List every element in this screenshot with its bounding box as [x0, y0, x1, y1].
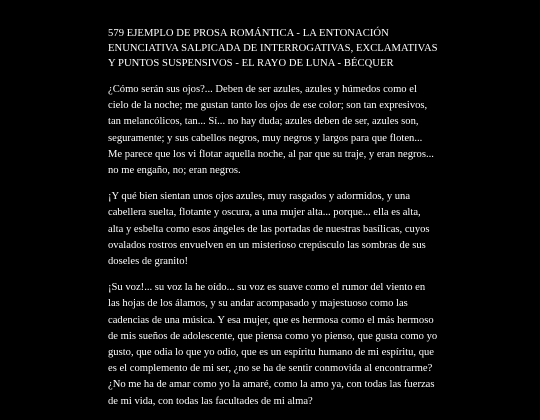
paragraph-2: ¡Y qué bien sientan unos ojos azules, muy rasgados y adormidos, y una cabellera suelta, flotante y oscura, a una mujer alta... porque... ella es alta, alta y esbelta como esos ángeles de las portadas de nuestras basílicas, cuyos ovalados rostros envuelven en un misterioso crepúsculo las sombras de sus doseles de granito! [108, 191, 430, 268]
document-page [108, 26, 438, 420]
paragraph-3: ¡Su voz!... su voz la he oído... su voz es suave como el rumor del viento en las hojas de los álamos, y su andar acompasado y majestuoso como las cadencias de una música. Y esa mujer, que es hermosa como el más hermoso de mis sueños de adolescente, que piensa como yo pienso, que gusta como yo gusto, que odia lo que yo odio, que es un espíritu humano de mi espíritu, que es el complemento de mi ser, ¿no se ha de sentir conmovida al encontrarme? ¿No me ha de amar como yo la amaré, como la amo ya, con todas las fuerzas de mi vida, con todas las facultades de mi alma? [108, 282, 438, 407]
paragraph-1: ¿Cómo serán sus ojos?... Deben de ser azules, azules y húmedos como el cielo de la noche; me gustan tanto los ojos de ese color; son tan expresivos, tan melancólicos, tan... Sí... no hay duda; azules deben de ser, azules son, seguramente; y sus cabellos negros, muy negros y largos para que floten... Me parece que los vi flotar aquella noche, al par que su traje, y eran negros... no me engaño, no; eran negros. [108, 84, 434, 177]
document-title: 579 EJEMPLO DE PROSA ROMÁNTICA - LA ENTONACIÓN ENUNCIATIVA SALPICADA DE INTERROGATIVAS, EXCLAMATIVAS Y PUNTOS SUSPENSIVOS - EL RAYO DE LUNA - BÉCQUER [108, 28, 438, 69]
